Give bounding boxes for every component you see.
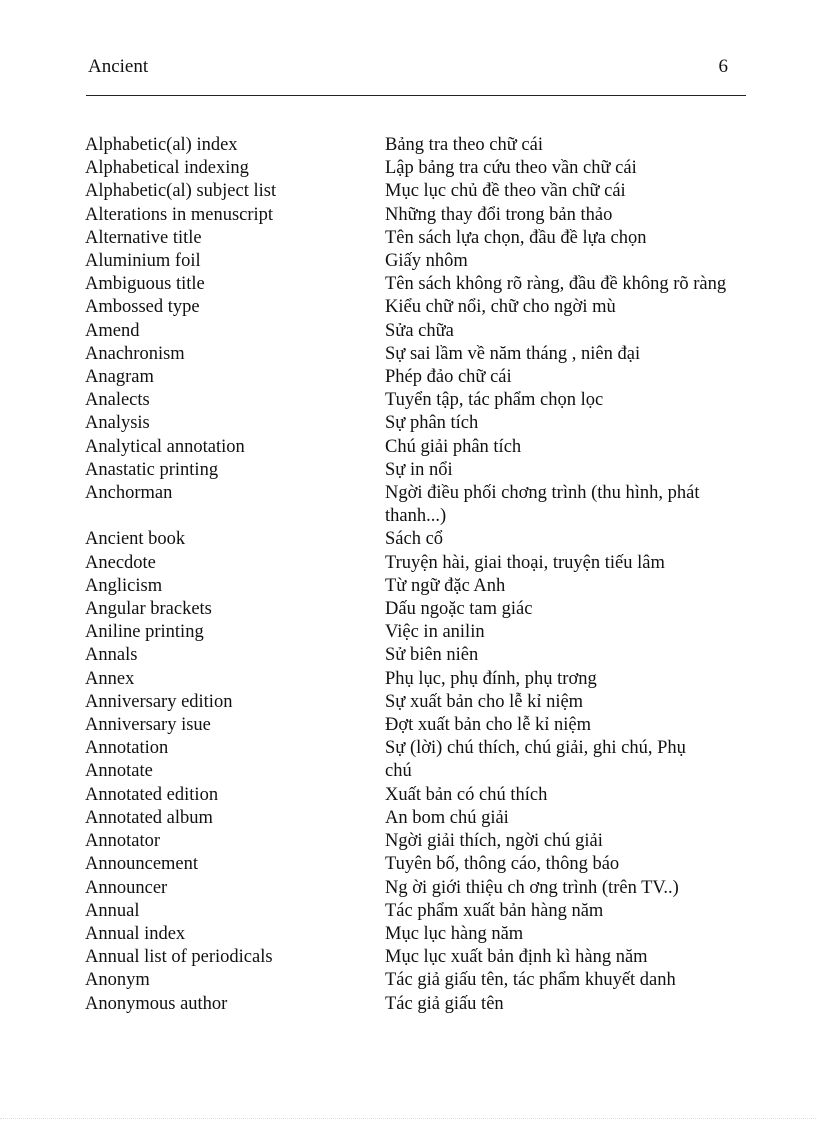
- entry-term: Anniversary edition: [85, 691, 233, 712]
- glossary-entry: [85, 946, 755, 969]
- entry-term: Anagram: [85, 367, 154, 388]
- entry-term: Angular brackets: [85, 599, 212, 620]
- entry-term: Analects: [85, 390, 150, 411]
- entry-definition: Sách cổ: [385, 529, 444, 550]
- entry-definition: Mục lục hàng năm: [385, 923, 524, 944]
- glossary-list: [85, 134, 755, 1016]
- entry-definition: Tuyển tập, tác phẩm chọn lọc: [385, 390, 604, 411]
- entry-definition: Mục lục chủ đề theo vần chữ cái: [385, 181, 626, 202]
- entry-term: Amend: [85, 320, 140, 341]
- glossary-entry: [85, 273, 755, 296]
- entry-term: Anchorman: [85, 483, 173, 504]
- entry-term: Alphabetical indexing: [85, 158, 249, 179]
- entry-term: Annotator: [85, 831, 161, 852]
- entry-term: Anglicism: [85, 575, 163, 596]
- glossary-entry: [85, 691, 755, 714]
- glossary-entry: [85, 157, 755, 180]
- entry-term: Anniversary isue: [85, 715, 211, 736]
- glossary-entry: [85, 900, 755, 923]
- entry-term: Annotated album: [85, 807, 213, 828]
- entry-term: Anonymous author: [85, 993, 228, 1014]
- glossary-entry: [85, 737, 755, 760]
- glossary-entry: [85, 343, 755, 366]
- glossary-entry: [85, 320, 755, 343]
- glossary-entry: [85, 853, 755, 876]
- entry-term: Aniline printing: [85, 622, 204, 643]
- entry-term: Anachronism: [85, 343, 185, 364]
- entry-definition: Sự (lời) chú thích, chú giải, ghi chú, Phụ: [385, 738, 686, 759]
- entry-term: Anecdote: [85, 552, 156, 573]
- page-number: 6: [718, 56, 728, 77]
- entry-definition: Lập bảng tra cứu theo vần chữ cái: [385, 158, 637, 179]
- entry-term: Analysis: [85, 413, 150, 434]
- entry-definition: chú: [385, 761, 412, 782]
- glossary-entry: [85, 552, 755, 575]
- glossary-entry: [85, 436, 755, 459]
- glossary-entry: [85, 760, 755, 783]
- entry-term: Alterations in menuscript: [85, 204, 274, 225]
- entry-definition: Sự phân tích: [385, 413, 479, 434]
- entry-definition: Ng ời giới thiệu ch ơng trình (trên TV..): [385, 877, 679, 898]
- entry-term: Annual list of periodicals: [85, 947, 273, 968]
- glossary-entry: [85, 250, 755, 273]
- entry-term: Annex: [85, 668, 135, 689]
- entry-term: Annotated edition: [85, 784, 219, 805]
- entry-term: Announcement: [85, 854, 199, 875]
- footer-divider: [0, 1118, 816, 1119]
- entry-definition: Tác phẩm xuất bản hàng năm: [385, 900, 604, 921]
- glossary-entry: [85, 412, 755, 435]
- entry-definition: Tác giả giấu tên: [385, 993, 504, 1014]
- entry-definition: Chú giải phân tích: [385, 436, 522, 457]
- entry-term: Alternative title: [85, 227, 202, 248]
- entry-term: Aluminium foil: [85, 251, 201, 272]
- header-rule: [86, 95, 746, 96]
- entry-definition: Ngời điều phối chơng trình (thu hình, phát thanh...): [385, 483, 700, 527]
- glossary-entry: [85, 227, 755, 250]
- entry-term: Anonym: [85, 970, 150, 991]
- entry-definition: Ngời giải thích, ngời chú giải: [385, 831, 603, 852]
- glossary-entry: [85, 784, 755, 807]
- entry-definition: Bảng tra theo chữ cái: [385, 135, 543, 155]
- glossary-entry: [85, 180, 755, 203]
- entry-term: Alphabetic(al) subject list: [85, 181, 277, 202]
- entry-definition: Kiểu chữ nổi, chữ cho ngời mù: [385, 297, 616, 318]
- entry-definition: Truyện hài, giai thoại, truyện tiếu lâm: [385, 552, 665, 573]
- glossary-entry: [85, 923, 755, 946]
- glossary-entry: [85, 668, 755, 691]
- entry-definition: Tuyên bố, thông cáo, thông báo: [385, 854, 620, 875]
- entry-term: Announcer: [85, 877, 168, 898]
- entry-definition: Giấy nhôm: [385, 251, 468, 272]
- entry-term: Annual index: [85, 923, 186, 944]
- glossary-entry: [85, 877, 755, 900]
- entry-term: Analytical annotation: [85, 436, 245, 457]
- glossary-entry: [85, 134, 755, 157]
- entry-definition: Phép đảo chữ cái: [385, 367, 512, 388]
- entry-definition: Mục lục xuất bản định kì hàng năm: [385, 947, 648, 968]
- glossary-entry: [85, 993, 755, 1016]
- entry-definition: Sửa chữa: [385, 320, 454, 341]
- glossary-entry: [85, 621, 755, 644]
- entry-term: Ambossed type: [85, 297, 200, 318]
- entry-term: Annotate: [85, 761, 153, 782]
- entry-definition: Sử biên niên: [385, 645, 479, 666]
- entry-definition: Những thay đổi trong bản thảo: [385, 204, 613, 225]
- entry-definition: Từ ngữ đặc Anh: [385, 575, 506, 596]
- entry-term: Annals: [85, 645, 138, 666]
- entry-term: Anastatic printing: [85, 459, 219, 480]
- entry-definition: Tác giả giấu tên, tác phẩm khuyết danh: [385, 970, 676, 991]
- glossary-entry: [85, 204, 755, 227]
- glossary-entry: [85, 389, 755, 412]
- glossary-entry: [85, 575, 755, 598]
- entry-term: Ambiguous title: [85, 274, 205, 295]
- glossary-entry: [85, 528, 755, 551]
- entry-definition: Xuất bản có chú thích: [385, 784, 548, 805]
- glossary-entry: [85, 598, 755, 621]
- entry-definition: Dấu ngoặc tam giác: [385, 599, 533, 620]
- entry-definition: Việc in anilin: [385, 622, 485, 643]
- entry-term: Ancient book: [85, 529, 186, 550]
- entry-definition: Phụ lục, phụ đính, phụ trơng: [385, 668, 597, 689]
- entry-definition: Sự sai lầm về năm tháng , niên đại: [385, 343, 641, 364]
- glossary-entry: [85, 969, 755, 992]
- entry-definition: Sự xuất bản cho lễ kỉ niệm: [385, 691, 584, 712]
- entry-definition: Tên sách không rõ ràng, đầu đề không rõ ràng: [385, 274, 727, 295]
- glossary-entry: [85, 807, 755, 830]
- entry-definition: An bom chú giải: [385, 807, 509, 828]
- glossary-entry: [85, 830, 755, 853]
- glossary-entry: [85, 482, 755, 528]
- glossary-entry: [85, 644, 755, 667]
- glossary-entry: [85, 366, 755, 389]
- entry-term: Alphabetic(al) index: [85, 135, 238, 155]
- glossary-entry: [85, 714, 755, 737]
- entry-term: Annotation: [85, 738, 169, 759]
- entry-definition: Đợt xuất bản cho lễ kỉ niệm: [385, 715, 592, 736]
- glossary-entry: [85, 459, 755, 482]
- entry-definition: Tên sách lựa chọn, đầu đề lựa chọn: [385, 227, 647, 248]
- entry-definition: Sự in nổi: [385, 459, 453, 480]
- running-head: Ancient: [88, 56, 149, 77]
- glossary-entry: [85, 296, 755, 319]
- page-header: [88, 56, 728, 80]
- entry-term: Annual: [85, 900, 140, 921]
